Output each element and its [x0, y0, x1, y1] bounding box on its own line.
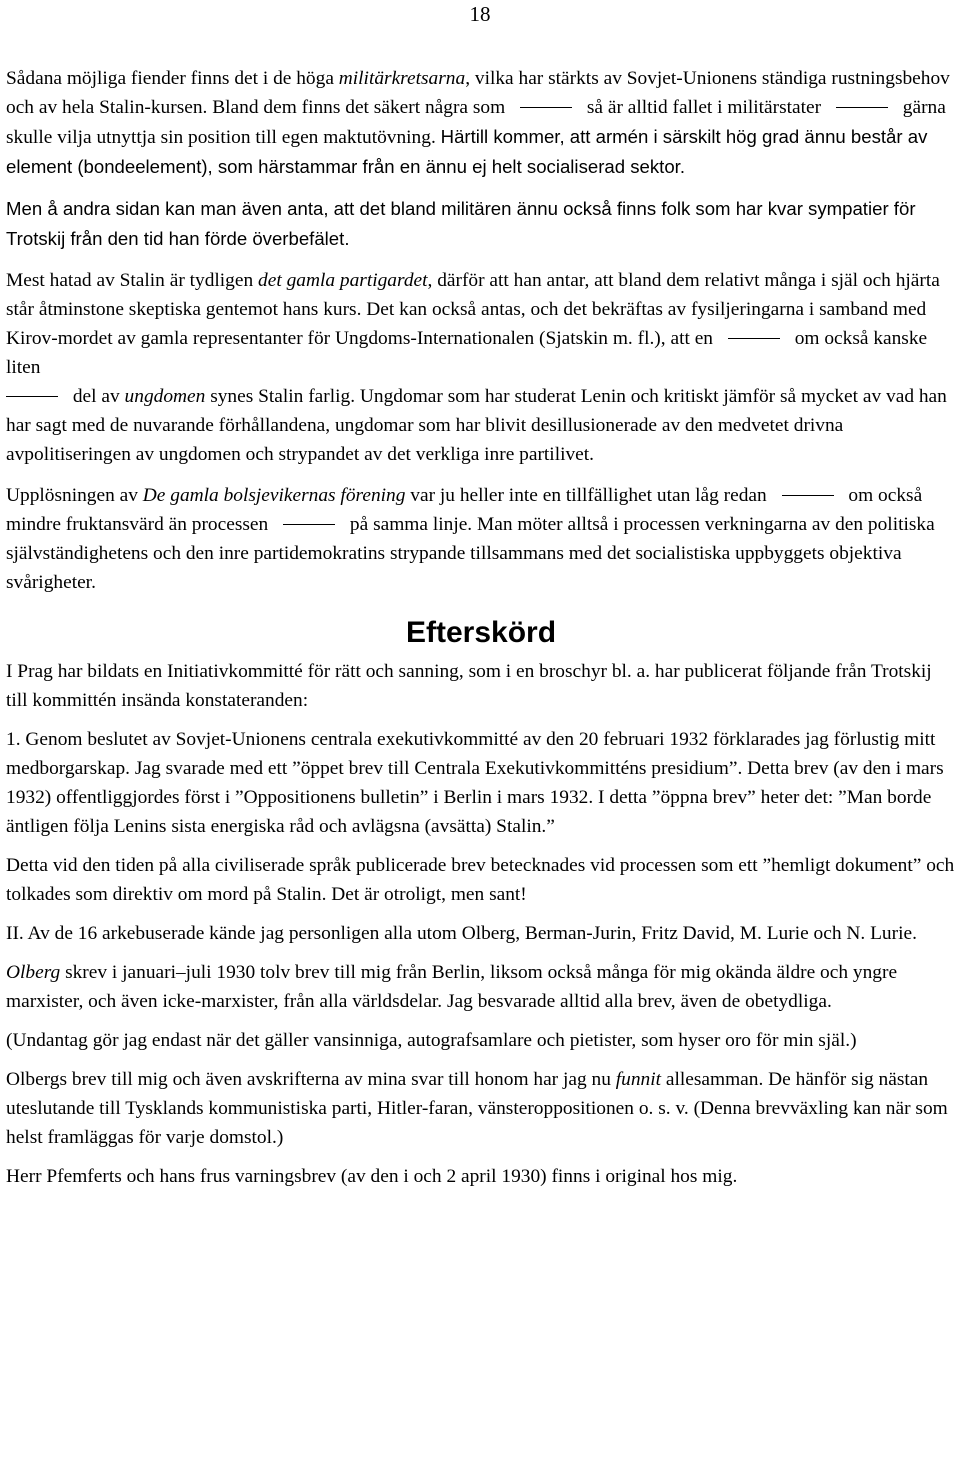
em-dash-rule [782, 495, 834, 496]
paragraph-correspondence-found [6, 1065, 956, 1152]
section-heading: Efterskörd [405, 616, 557, 649]
paragraph-dissolution [6, 481, 956, 597]
paragraph-exceptions: (Undantag gör jag endast när det gäller vansinniga, autografsamlare och pietister, som hyser oro för min själ.) [6, 1030, 857, 1051]
em-dash-rule [6, 396, 58, 397]
text-run: synes Stalin farlig. Ungdomar som har studerat Lenin och kritiskt jämför så mycket av vad han har sagt med de nuvarande förhållandena, ungdomar som har blivit desillusionerade av den medvetet drivna avpolitiseringen av ungdomen och strypandet av det verkliga inre partilivet. [6, 386, 947, 465]
paragraph-trotsky-sympathies [6, 194, 956, 254]
text-run: var ju heller inte en tillfällighet utan låg redan [405, 485, 772, 506]
italic-text: det gamla partigardet [258, 270, 428, 291]
em-dash-rule [283, 524, 335, 525]
text-run: om också mindre fruktansvärd än processen [6, 485, 923, 535]
sans-text-run: Härtill kommer, att armén i särskilt hög grad ännu består av element (bondeelement), som härstammar från en ännu ej helt socialiserad sektor. [6, 126, 928, 177]
text-run: skrev i januari–juli 1930 tolv brev till mig från Berlin, liksom också många för mig okända äldre och yngre marxister, och även icke-marxister, från alla världsdelar. Jag besvarade alltid alla brev, även de obetydliga. [6, 962, 898, 1012]
paragraph-point-two: II. Av de 16 arkebuserade kände jag personligen alla utom Olberg, Berman-Jurin, Fritz David, M. Lurie och N. Lurie. [6, 923, 917, 944]
paragraph-old-party-guard [6, 266, 956, 469]
text-run: Olbergs brev till mig och även avskrifterna av mina svar till honom har jag nu [6, 1069, 616, 1090]
italic-text: De gamla bolsjevikernas förening [142, 485, 406, 506]
em-dash-rule [728, 338, 780, 339]
text-run: på samma linje. Man möter alltså i processen verkningarna av den politiska självständighetens och den inre partidemokratins strypande tillsammans med det socialistiska uppbyggets objektiva svårigheter. [6, 514, 935, 593]
document-body [6, 64, 956, 1201]
text-run: del av [68, 386, 125, 407]
text-run: , vilka har stärkts av Sovjet-Unionens ständiga rustningsbehov och av hela Stalin-kursen. Bland dem finns det säkert några som [6, 68, 950, 118]
paragraph-point-one: 1. Genom beslutet av Sovjet-Unionens centrala exekutivkommitté av den 20 februari 1932 förklarades jag förlustig mitt medborgarskap. Jag svarade med ett ”öppet brev till Centrala Exekutivkommitténs presidium”. Detta brev (av den i mars 1932) offentliggjordes först i ”Oppositionens bulletin” i Berlin i mars 1932. I detta ”öppna brev” heter det: ”Man borde äntligen följa Lenins sista energiska råd och avlägsna (avsätta) Stalin.” [6, 729, 944, 837]
text-run: , därför att han antar, att bland dem relativt många i själ och hjärta står åtminstone skeptiska gentemot hans kurs. Det kan också antas, och det bekräftas av fysiljeringarna i samband med Kirov-mordet av gamla representanter för Ungdoms-Internationalen (Sjatskin m. fl.), att en [6, 270, 940, 349]
text-run: Mest hatad av Stalin är tydligen [6, 270, 259, 291]
text-run: Upplösningen av [6, 485, 143, 506]
paragraph-prague-committee: I Prag har bildats en Initiativkommitté för rätt och sanning, som i en broschyr bl. a. har publicerat följande från Trotskij till kommittén insända konstateranden: [6, 661, 932, 711]
text-run: allesamman. De hänför sig nästan uteslutande till Tysklands kommunistiska parti, Hitler-faran, vänsteroppositionen o. s. v. (Denna brevväxling kan när som helst framläggas för varje domstol.) [6, 1069, 948, 1148]
italic-text: militärkretsarna [338, 68, 466, 89]
italic-text: Olberg [6, 962, 61, 983]
text-run: gärna skulle vilja utnyttja sin position till egen maktutövning. [6, 97, 946, 148]
paragraph-secret-document: Detta vid den tiden på alla civiliserade språk publicerade brev betecknades vid processen som ett ”hemligt dokument” och tolkades som direktiv om mord på Stalin. Det är otroligt, men sant! [6, 855, 955, 905]
text-run: Sådana möjliga fiender finns det i de höga [6, 68, 339, 89]
paragraph-olberg-letters [6, 958, 956, 1016]
text-run: om också kanske liten [6, 328, 928, 378]
em-dash-rule [836, 107, 888, 108]
paragraph-military-circles [6, 64, 956, 182]
sans-text-run: Men å andra sidan kan man även anta, att det bland militären ännu också finns folk som har kvar sympatier för Trotskij från den tid han förde överbefälet. [6, 198, 916, 249]
text-run: så är alltid fallet i militärstater [582, 97, 826, 118]
italic-text: ungdomen [124, 386, 206, 407]
page-number: 18 [469, 2, 491, 26]
paragraph-pfemfert-letters: Herr Pfemferts och hans frus varningsbrev (av den i och 2 april 1930) finns i original hos mig. [6, 1166, 738, 1187]
em-dash-rule [520, 107, 572, 108]
italic-text: funnit [615, 1069, 662, 1090]
